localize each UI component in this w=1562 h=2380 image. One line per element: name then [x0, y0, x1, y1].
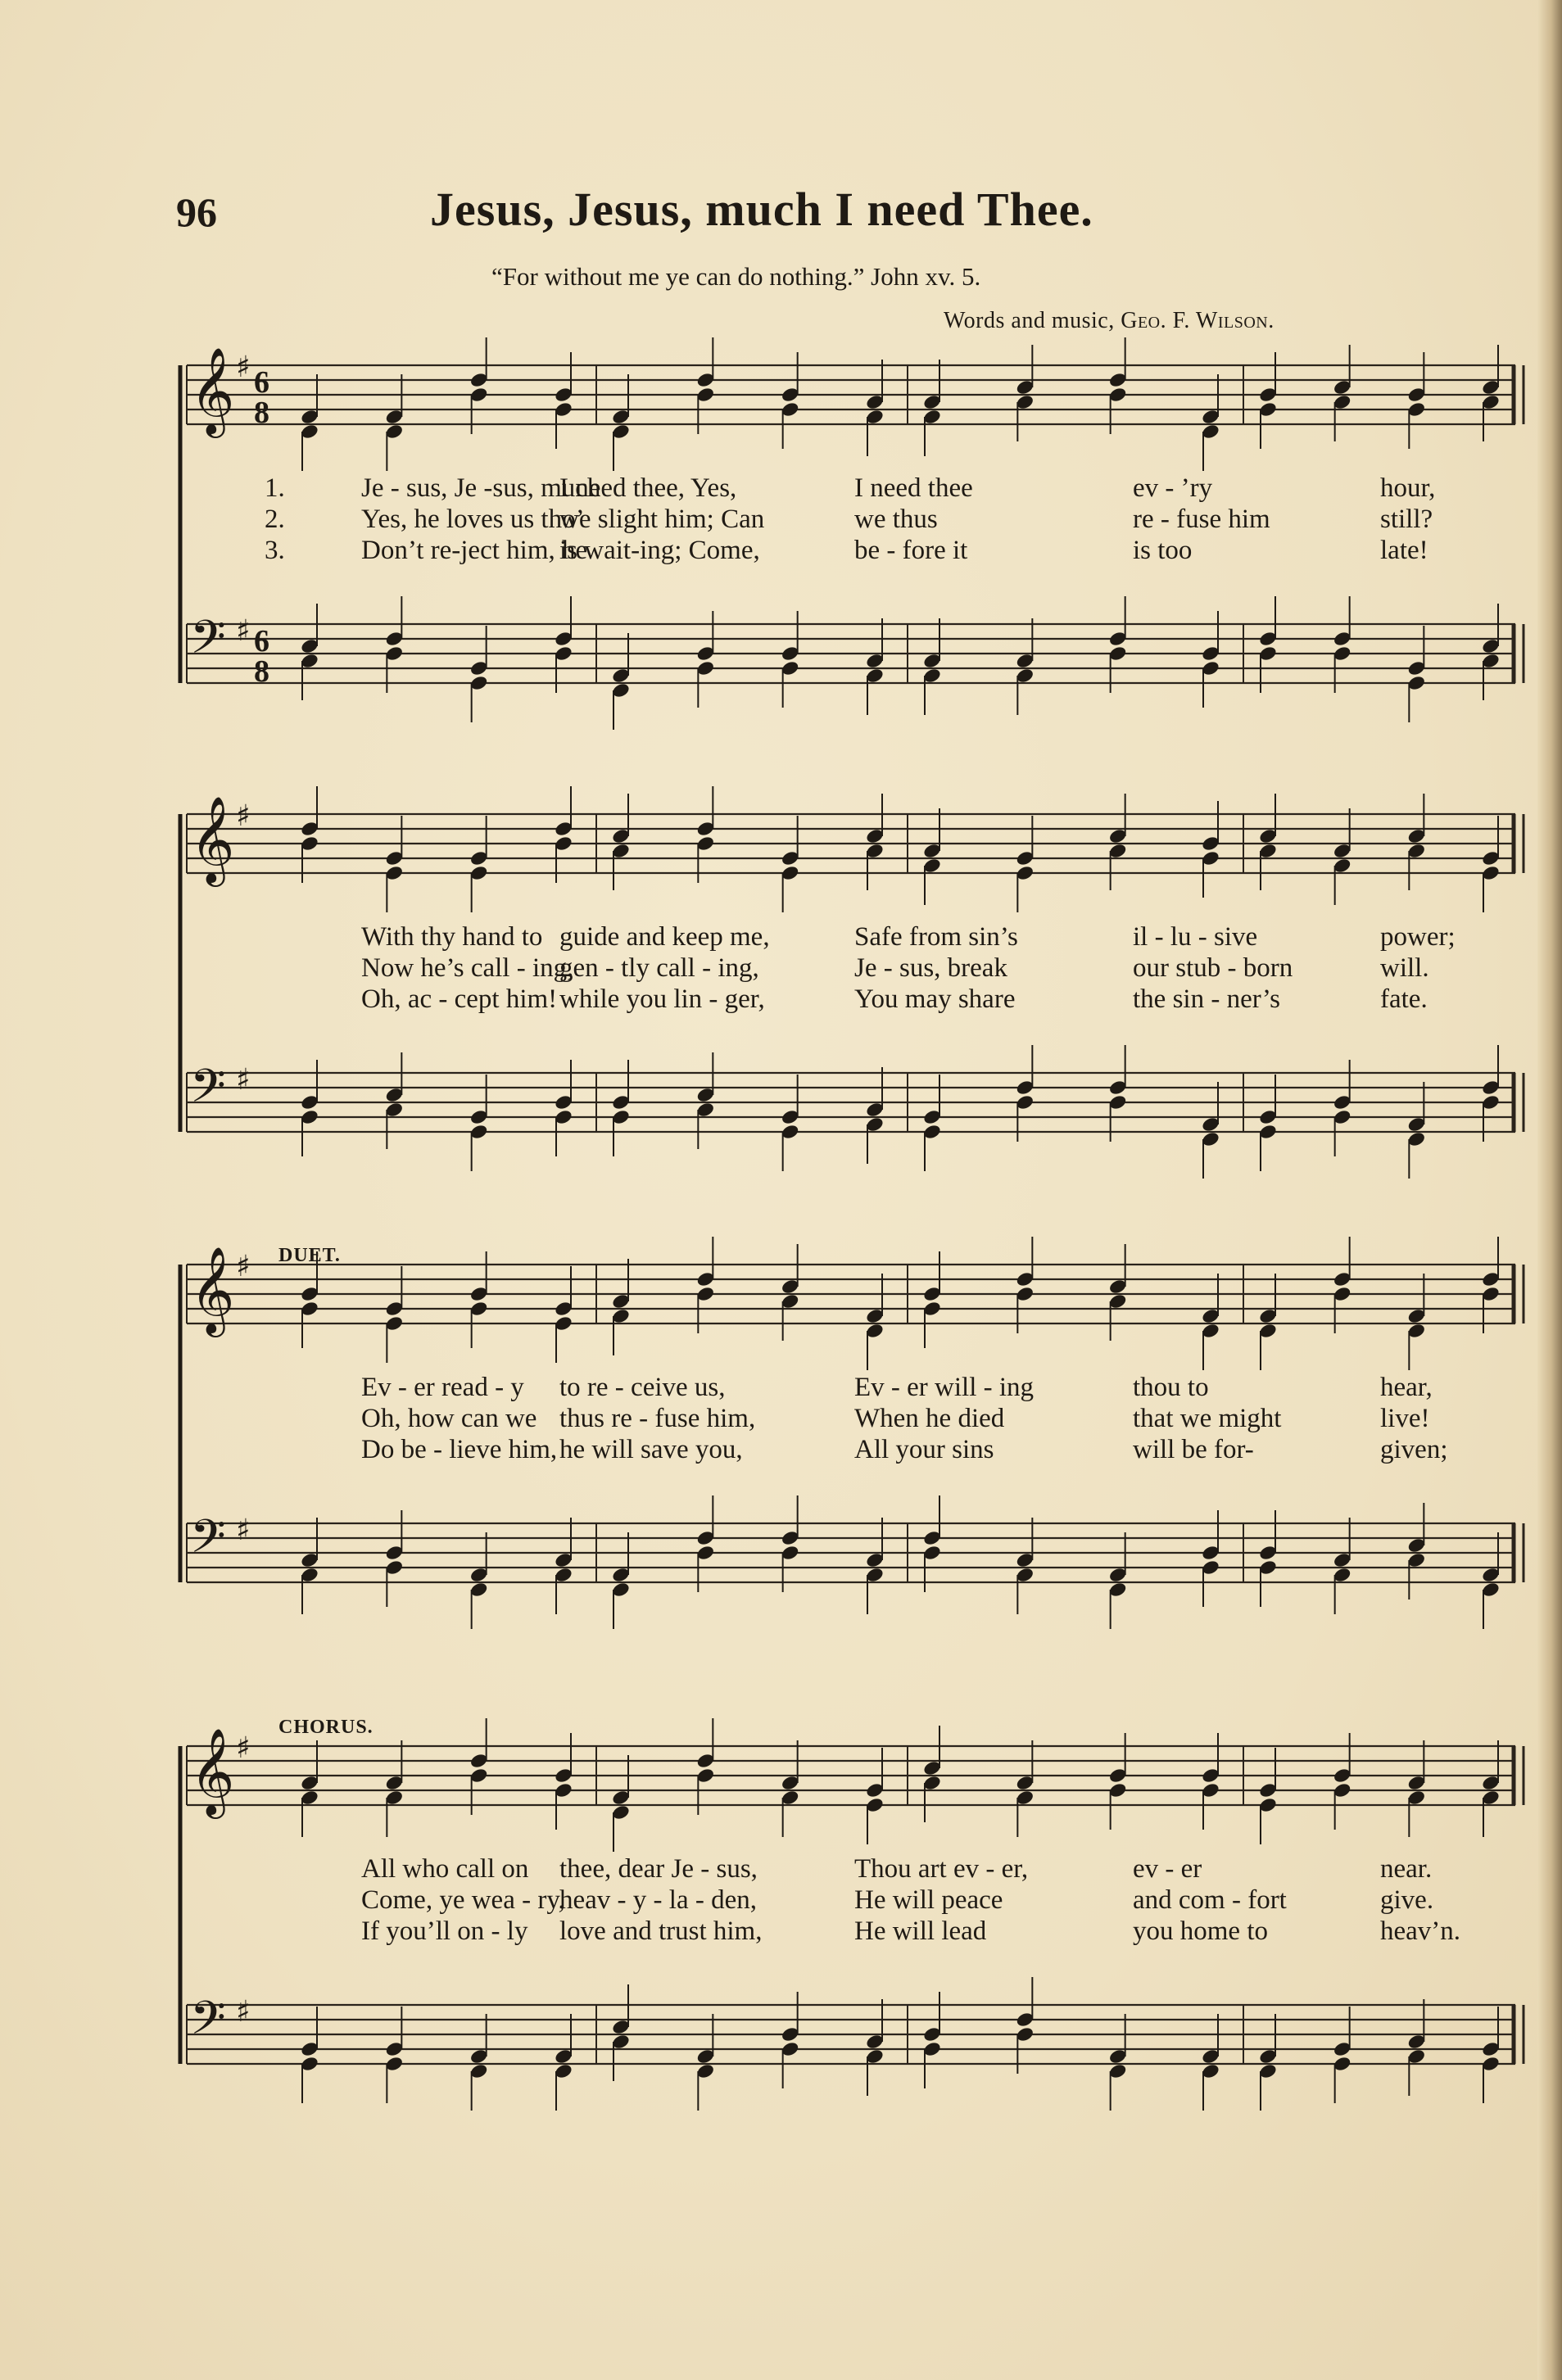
bass-staff	[187, 1045, 1524, 1179]
bass-clef-icon: 𝄢	[190, 1510, 226, 1575]
lyric-segment: heav’n.	[1380, 1916, 1461, 1946]
music-system-verse-part-1	[179, 346, 1515, 698]
chorus-label: CHORUS.	[278, 1717, 374, 1738]
lyric-segment: that we might	[1133, 1404, 1282, 1433]
lyric-segment: thus re - fuse him,	[559, 1404, 756, 1433]
key-signature-sharp-icon: ♯	[236, 1250, 251, 1283]
treble-staff	[187, 1237, 1524, 1370]
lyric-segment: il - lu - sive	[1133, 922, 1258, 952]
lyric-segment: be - fore it	[854, 536, 968, 565]
key-signature-sharp-icon: ♯	[236, 1731, 251, 1765]
lyric-segment: love and trust him,	[559, 1916, 763, 1946]
lyric-segment: live!	[1380, 1404, 1430, 1433]
lyric-segment: heav - y - la - den,	[559, 1885, 757, 1915]
credit-author: Geo. F. Wilson.	[1121, 308, 1275, 333]
lyric-line-verse-3	[265, 984, 1511, 1016]
lyric-segment: our stub - born	[1133, 953, 1293, 983]
lyric-segment: You may share	[854, 984, 1016, 1014]
lyric-segment: while you lin - ger,	[559, 984, 765, 1014]
lyric-segment: He will lead	[854, 1916, 987, 1946]
lyric-segment: Now he’s call - ing,	[361, 953, 574, 983]
lyric-segment: late!	[1380, 536, 1428, 565]
key-signature-sharp-icon: ♯	[236, 351, 251, 384]
lyric-segment: fate.	[1380, 984, 1428, 1014]
lyric-segment: Je - sus, break	[854, 953, 1007, 983]
lyric-line-verse-2	[265, 953, 1511, 984]
lyric-line-verse-2	[265, 505, 1511, 536]
lyric-segment: Thou art ev - er,	[854, 1854, 1029, 1884]
lyric-segment: Do be - lieve him,	[361, 1435, 558, 1464]
bass-clef-icon: 𝄢	[190, 1060, 226, 1124]
page-number: 96	[176, 189, 217, 235]
lyric-segment: the sin - ner’s	[1133, 984, 1280, 1014]
time-signature-top: 6	[254, 365, 269, 400]
lyric-segment: hour,	[1380, 473, 1436, 503]
lyric-segment: I need thee	[854, 473, 973, 503]
lyric-line-verse-1	[265, 1373, 1511, 1404]
bass-staff	[187, 1977, 1524, 2111]
lyric-segment: give.	[1380, 1885, 1434, 1915]
lyric-line-verse-2	[265, 1885, 1511, 1916]
treble-staff	[187, 1718, 1524, 1852]
lyric-segment: we thus	[854, 505, 938, 534]
scripture-quote: “For without me ye can do nothing.” John xv. 5.	[491, 262, 981, 291]
lyric-segment: Oh, how can we	[361, 1404, 537, 1433]
lyric-segment: If you’ll on - ly	[361, 1916, 528, 1946]
verse-number: 2.	[265, 505, 285, 534]
lyric-segment: re - fuse him	[1133, 505, 1270, 534]
lyric-line-verse-3	[265, 536, 1511, 567]
lyric-segment: given;	[1380, 1435, 1448, 1464]
bass-clef-icon: 𝄢	[190, 1992, 226, 2056]
lyric-segment: thou to	[1133, 1373, 1209, 1402]
lyric-segment: All who call on	[361, 1854, 529, 1884]
lyric-line-verse-2	[265, 1404, 1511, 1435]
treble-staff	[187, 337, 1524, 471]
lyric-segment: Ev - er will - ing	[854, 1373, 1035, 1402]
author-credit	[944, 308, 1275, 334]
bass-staff	[187, 1495, 1524, 1629]
lyric-line-verse-1	[265, 473, 1511, 505]
lyric-segment: is wait-ing; Come,	[559, 536, 760, 565]
lyric-segment: When he died	[854, 1404, 1005, 1433]
lyric-segment: still?	[1380, 505, 1433, 534]
time-signature-top: 6	[254, 624, 269, 658]
music-system-verse-part-2	[179, 795, 1515, 1147]
lyric-segment: he will save you,	[559, 1435, 743, 1464]
key-signature-sharp-icon: ♯	[236, 1063, 251, 1097]
book-spine-shadow	[1537, 0, 1562, 2380]
lyric-segment: He will peace	[854, 1885, 1003, 1915]
hymn-title: Jesus, Jesus, much I need Thee.	[430, 183, 1093, 236]
lyric-segment: you home to	[1133, 1916, 1268, 1946]
lyric-segment: Yes, he loves us tho’	[361, 505, 585, 534]
time-signature-bottom: 8	[254, 654, 269, 689]
lyric-segment: Oh, ac - cept him!	[361, 984, 558, 1014]
lyric-segment: thee, dear Je - sus,	[559, 1854, 758, 1884]
lyric-segment: power;	[1380, 922, 1456, 952]
lyric-segment: will be for-	[1133, 1435, 1254, 1464]
lyric-segment: to re - ceive us,	[559, 1373, 726, 1402]
lyric-segment: hear,	[1380, 1373, 1433, 1402]
lyric-segment: and com - fort	[1133, 1885, 1287, 1915]
duet-label: DUET.	[278, 1245, 341, 1266]
key-signature-sharp-icon: ♯	[236, 1995, 251, 2029]
lyric-segment: is too	[1133, 536, 1193, 565]
lyric-segment: Ev - er read - y	[361, 1373, 524, 1402]
treble-clef-icon: 𝄞	[190, 346, 235, 434]
lyric-segment: we slight him; Can	[559, 505, 765, 534]
lyric-line-verse-3	[265, 1916, 1511, 1948]
verse-number: 1.	[265, 473, 285, 503]
lyric-segment: Je - sus, Je -sus, much	[361, 473, 601, 503]
time-signature-bottom: 8	[254, 396, 269, 430]
lyric-segment: guide and keep me,	[559, 922, 770, 952]
treble-clef-icon: 𝄞	[190, 795, 235, 883]
treble-clef-icon: 𝄞	[190, 1727, 235, 1815]
lyric-segment: Come, ye wea - ry,	[361, 1885, 565, 1915]
lyric-segment: ev - ’ry	[1133, 473, 1213, 503]
lyric-line-verse-3	[265, 1435, 1511, 1466]
verse-number: 3.	[265, 536, 285, 565]
lyric-segment: Don’t re-ject him, he	[361, 536, 588, 565]
lyric-segment: ev - er	[1133, 1854, 1202, 1884]
lyric-segment: With thy hand to	[361, 922, 543, 952]
lyric-segment: will.	[1380, 953, 1429, 983]
music-system-duet	[179, 1246, 1515, 1597]
key-signature-sharp-icon: ♯	[236, 799, 251, 833]
bass-clef-icon: 𝄢	[190, 611, 226, 676]
lyric-segment: I need thee, Yes,	[559, 473, 737, 503]
lyric-segment: Safe from sin’s	[854, 922, 1018, 952]
bass-staff	[187, 596, 1524, 730]
lyric-line-verse-1	[265, 922, 1511, 953]
lyric-segment: gen - tly call - ing,	[559, 953, 759, 983]
treble-clef-icon: 𝄞	[190, 1246, 235, 1333]
credit-prefix: Words and music,	[944, 308, 1115, 333]
lyric-segment: near.	[1380, 1854, 1433, 1884]
key-signature-sharp-icon: ♯	[236, 614, 251, 648]
key-signature-sharp-icon: ♯	[236, 1514, 251, 1547]
lyric-line-verse-1	[265, 1854, 1511, 1885]
lyric-segment: All your sins	[854, 1435, 994, 1464]
treble-staff	[187, 786, 1524, 912]
